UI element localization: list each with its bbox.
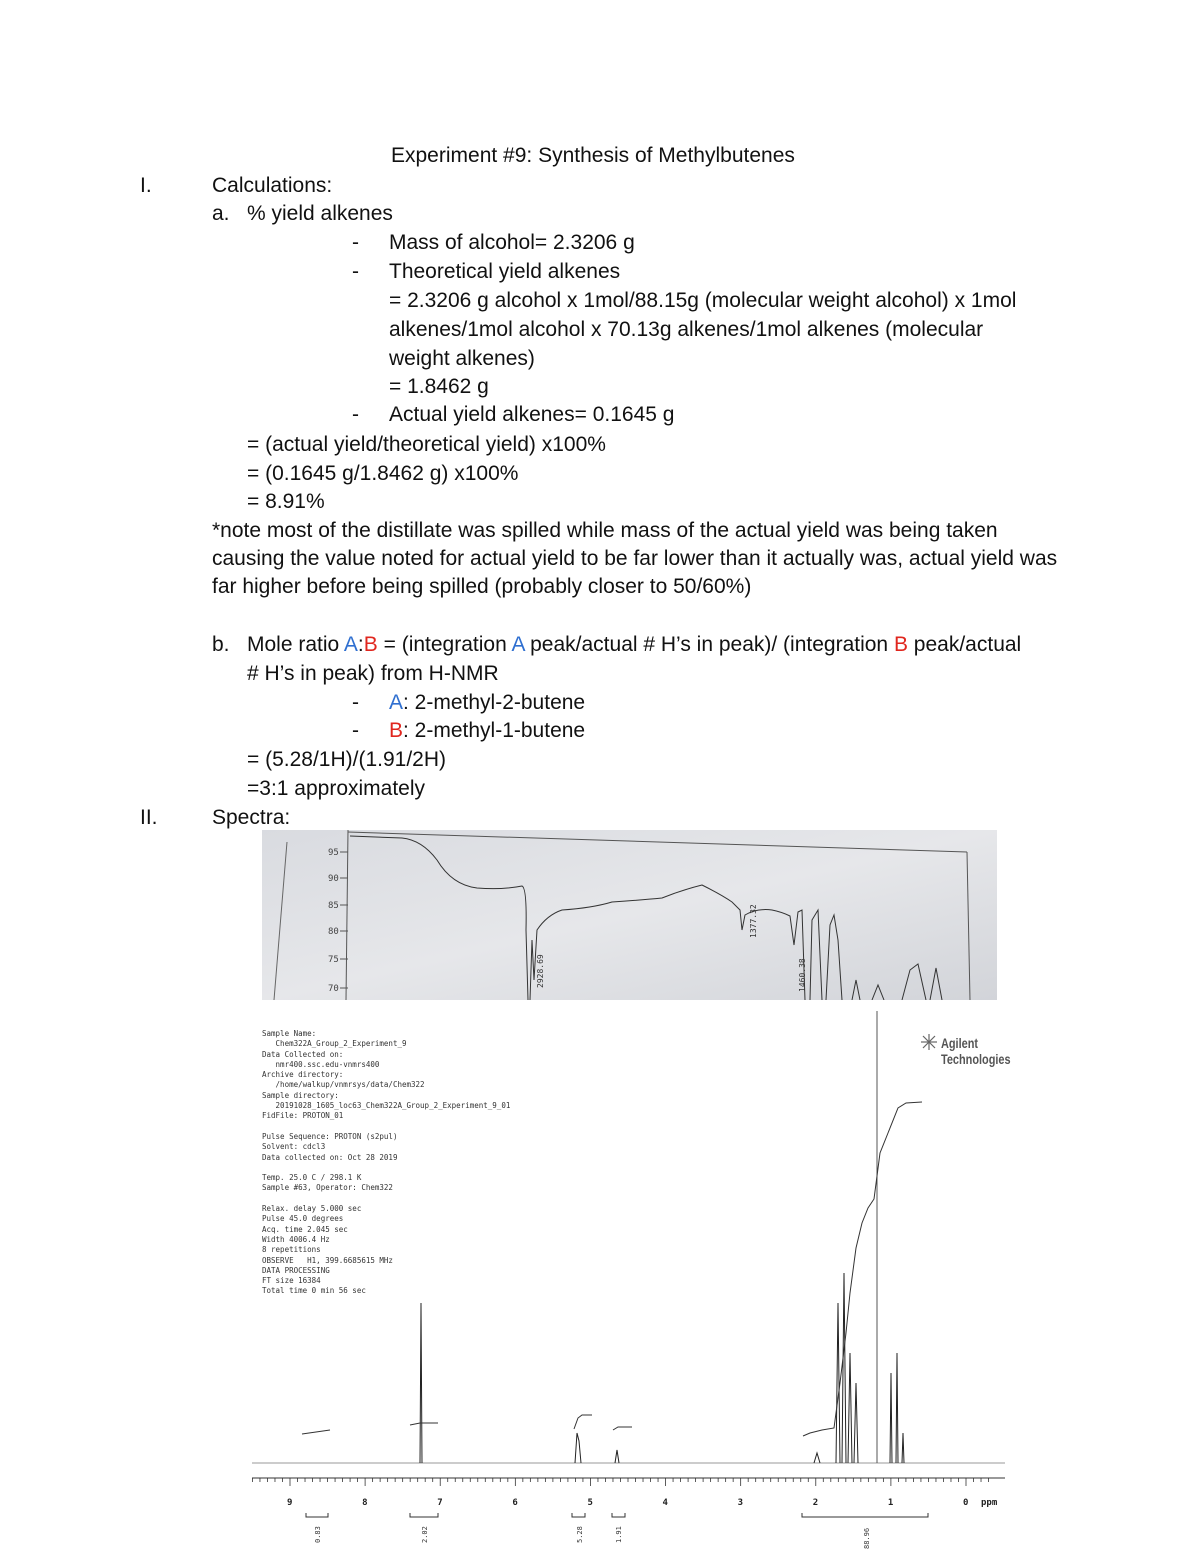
mole-ratio-line-2: # H’s in peak) from H-NMR — [247, 662, 499, 685]
nmr-tick-label: 0 — [963, 1498, 969, 1508]
ir-spectrum-photo — [262, 830, 997, 1000]
ratio-calc-2: =3:1 approximately — [247, 777, 426, 800]
ir-y-tick: 80 — [328, 927, 339, 937]
nmr-integrals — [302, 1102, 922, 1436]
theoretical-result: = 1.8462 g — [389, 375, 489, 398]
label-a: A — [343, 633, 358, 656]
theoretical-calc-line-3: weight alkenes) — [389, 347, 535, 370]
ir-y-tick: 75 — [328, 955, 339, 965]
integral-value: 0.83 — [314, 1526, 322, 1543]
nmr-tick-label: 5 — [587, 1498, 593, 1508]
label-b: B — [363, 633, 378, 656]
bullet-dash: - — [352, 231, 359, 254]
ir-y-tick: 85 — [328, 901, 339, 911]
nmr-tick-label: 1 — [887, 1498, 894, 1508]
nmr-plot — [210, 1003, 1027, 1553]
ir-peak-label: 1377.32 — [749, 904, 758, 938]
nmr-spectrum — [210, 1003, 1027, 1553]
label-b: B — [893, 633, 908, 656]
integral-value: 1.91 — [615, 1526, 623, 1543]
mass-alcohol: Mass of alcohol= 2.3206 g — [389, 231, 635, 254]
compound-a — [389, 689, 585, 717]
agilent-logo-text: Agilent Technologies — [941, 1035, 1011, 1067]
spill-note: *note most of the distillate was spilled while mass of the actual yield was being taken causing the value noted for actual yield to be far lower than it actually was, actual yield was far higher before being spilled (probably closer to 50/60%) — [212, 519, 1058, 598]
yield-calc-line-3: = 8.91% — [247, 490, 325, 513]
part-a-label: a. — [212, 202, 230, 225]
nmr-tick-label: 3 — [737, 1498, 744, 1508]
nmr-tick-label: 8 — [362, 1498, 368, 1508]
nmr-metadata: Sample Name: Chem322A_Group_2_Experiment_9 Data Collected on: nmr400.ssc.edu-vnmrs400 Archive directory: /home/walkup/vnmrsys/data/Chem322 Sample directory: 20191028_1605_loc63_Chem322A_Group_2_Experiment_9_01 FidFile: PROTON_01 Pulse Sequence: PROTON (s2pul) Solvent: cdcl3 Data collected on: Oct 28 2019 Temp. 25.0 C / 298.1 K Sample #63, Operator: Chem322 Relax. delay 5.000 sec Pulse 45.0 degrees Acq. time 2.045 sec Width 4006.4 Hz 8 repetitions OBSERVE H1, 399.6685615 MHz DATA PROCESSING FT size 16384 Total time 0 min 56 sec — [262, 1029, 511, 1296]
page-title: Experiment #9: Synthesis of Methylbutenes — [391, 144, 795, 167]
integral-value: 5.28 — [576, 1526, 584, 1543]
theoretical-calc-line-2: alkenes/1mol alcohol x 70.13g alkenes/1mol alkenes (molecular — [389, 318, 984, 341]
yield-calc-line-2: = (0.1645 g/1.8462 g) x100% — [247, 462, 519, 485]
part-b-label: b. — [212, 633, 230, 656]
theoretical-yield-heading: Theoretical yield alkenes — [389, 260, 621, 283]
ratio-colon: : — [357, 633, 364, 656]
ir-peak-label: 1460.38 — [798, 958, 807, 992]
nmr-x-unit: ppm — [981, 1498, 998, 1508]
bullet-dash: - — [352, 403, 359, 426]
ir-y-tick: 90 — [328, 874, 339, 884]
integral-value: 2.02 — [421, 1526, 429, 1543]
part-a-heading: % yield alkenes — [247, 202, 393, 225]
label-b: B — [389, 719, 404, 742]
section-numeral-2: II. — [140, 806, 158, 829]
bullet-dash: - — [352, 260, 359, 283]
ir-y-tick: 95 — [328, 848, 339, 858]
label-a: A — [511, 633, 525, 656]
integral-value: 88.96 — [863, 1527, 871, 1549]
nmr-tick-label: 6 — [512, 1498, 518, 1508]
nmr-peaks — [420, 1273, 904, 1463]
nmr-tick-label: 2 — [812, 1498, 819, 1508]
theoretical-calc-line-1: = 2.3206 g alcohol x 1mol/88.15g (molecular weight alcohol) x 1mol — [389, 289, 1017, 312]
compound-a-name: : 2-methyl-2-butene — [403, 691, 586, 714]
yield-calc-line-1: = (actual yield/theoretical yield) x100% — [247, 433, 606, 456]
mole-ratio-mid-2: peak/actual # H’s in peak)/ (integration — [524, 633, 894, 656]
bullet-dash: - — [352, 691, 359, 714]
compound-b-name: : 2-methyl-1-butene — [403, 719, 586, 742]
ir-y-tick: 70 — [328, 984, 339, 994]
actual-yield: Actual yield alkenes= 0.1645 g — [389, 403, 675, 426]
mole-ratio-mid-1: = (integration — [377, 633, 512, 656]
section-numeral-1: I. — [140, 174, 152, 197]
label-a: A — [389, 691, 404, 714]
mole-ratio-prefix: Mole ratio — [247, 633, 344, 656]
mole-ratio-end: peak/actual — [907, 633, 1022, 656]
integral-brackets — [306, 1513, 928, 1517]
compound-b — [389, 717, 585, 745]
nmr-ticks — [252, 1478, 988, 1486]
nmr-tick-label: 4 — [662, 1498, 668, 1508]
nmr-tick-label: 9 — [287, 1498, 293, 1508]
mole-ratio-line-1 — [247, 631, 1021, 659]
ratio-calc-1: = (5.28/1H)/(1.91/2H) — [247, 748, 447, 771]
ir-peak-label: 2928.69 — [536, 954, 545, 988]
nmr-tick-label: 7 — [437, 1498, 443, 1508]
section-heading-spectra: Spectra: — [212, 806, 291, 829]
section-heading-calculations: Calculations: — [212, 174, 333, 197]
bullet-dash: - — [352, 719, 359, 742]
ir-spectrum-graphic — [262, 830, 997, 1000]
